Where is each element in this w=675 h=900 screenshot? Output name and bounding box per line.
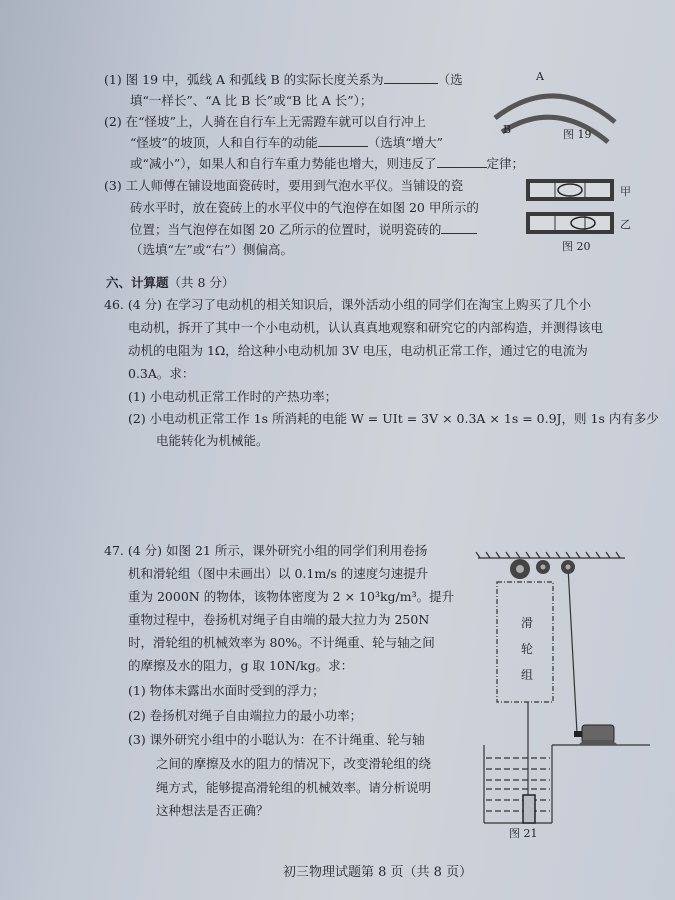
level-yi-label: 乙 [620,218,631,231]
figure-19-arcs [490,80,620,150]
q46-sub2-line2: 电能转化为机械能。 [156,433,269,448]
q45-part2-line3: 或“减小”），如果人和自行车重力势能也增大，则违反了 定律； [130,156,525,171]
pulleys [510,559,575,579]
q47-line3: 重为 2000N 的物体，该物体密度为 2 × 10³kg/m³。提升 [128,589,455,604]
figure-19-caption: 图 19 [563,128,592,141]
arc-b-label: B [503,123,512,136]
q45-part3-line2: 砖水平时，放在瓷砖上的水平仪中的气泡停在如图 20 甲所示的 [130,200,479,215]
q45-part3-line4: （选填“左”或“右”）侧偏高。 [130,242,294,257]
q45-part2-line2: “怪坡”的坡顶，人和自行车的动能 （选填“增大” [130,135,444,150]
figure-21-caption: 图 21 [509,827,538,840]
q46-line3: 动机的电阻为 1Ω，给这种小电动机加 3V 电压，电动机正常工作，通过它的电流为 [128,343,588,358]
answer-blank[interactable] [384,71,438,84]
q47-sub3-line3: 绳方式，能够提高滑轮组的机械效率。请分析说明 [156,780,432,795]
q45-part3-line1: (3) 工人师傅在铺设地面瓷砖时，要用到气泡水平仪。当铺设的瓷 [104,178,464,193]
pulley-block-label: 滑 轮 组 [521,616,534,682]
arc-a-label: A [536,70,544,83]
q47-sub2: (2) 卷扬机对绳子自由端拉力的最小功率； [128,708,363,723]
submerged-object [523,795,535,823]
q47-line4: 重物过程中，卷扬机对绳子自由端的最大拉力为 250N [128,612,430,627]
q45-part1-line1: (1) 图 19 中，弧线 A 和弧线 B 的实际长度关系为 （选 [104,72,463,87]
answer-blank[interactable] [437,155,487,168]
figure-21-pulley-diagram [470,545,670,835]
q47-sub1: (1) 物体未露出水面时受到的浮力； [128,683,325,698]
q45-part2-line1: (2) 在“怪坡”上，人骑在自行车上无需蹬车就可以自行冲上 [104,114,426,129]
q47-sub3-line1: (3) 课外研究小组中的小聪认为：在不计绳重、轮与轴 [128,732,425,747]
q46-sub2-line1: (2) 小电动机正常工作 1s 所消耗的电能 W = UIt = 3V × 0.3A × 1s = 0.9J，则 1s 内有多少 [128,411,659,426]
page-footer: 初三物理试题第 8 页（共 8 页） [283,865,473,880]
level-jia [526,179,614,201]
level-jia-label: 甲 [620,185,631,198]
q47-sub3-line4: 这种想法是否正确？ [156,803,269,818]
q46-line4: 0.3A。求： [128,366,195,381]
section-heading: 六、计算题（共 8 分） [106,275,235,290]
q46-line1: 46. (4 分) 在学习了电动机的相关知识后，课外活动小组的同学们在淘宝上购买了几个小 [104,297,592,312]
q45-part3-line3: 位置；当气泡停在如图 20 乙所示的位置时，说明瓷砖的 [130,221,477,239]
q45-part1-line2: 填“一样长”、“A 比 B 长”或“B 比 A 长”）； [130,93,373,108]
level-yi [526,212,614,234]
answer-blank[interactable] [441,221,477,234]
answer-blank[interactable] [318,134,368,147]
figure-20-caption: 图 20 [562,240,591,253]
q47-line5: 时，滑轮组的机械效率为 80%。不计绳重、轮与轴之间 [128,635,435,650]
arc-b [502,117,608,142]
winch [574,725,618,745]
q47-line2: 机和滑轮组（图中未画出）以 0.1m/s 的速度匀速提升 [128,566,429,581]
q46-line2: 电动机，拆开了其中一个小电动机，认认真真地观察和研究它的内部构造，并测得该电 [128,320,604,335]
q46-sub1: (1) 小电动机正常工作时的产热功率； [128,389,338,404]
q47-line1: 47. (4 分) 如图 21 所示，课外研究小组的同学们利用卷扬 [104,543,428,558]
q47-sub3-line2: 之间的摩擦及水的阻力的情况下，改变滑轮组的绕 [156,756,432,771]
q47-line6: 的摩擦及水的阻力，g 取 10N/kg。求： [128,658,354,673]
